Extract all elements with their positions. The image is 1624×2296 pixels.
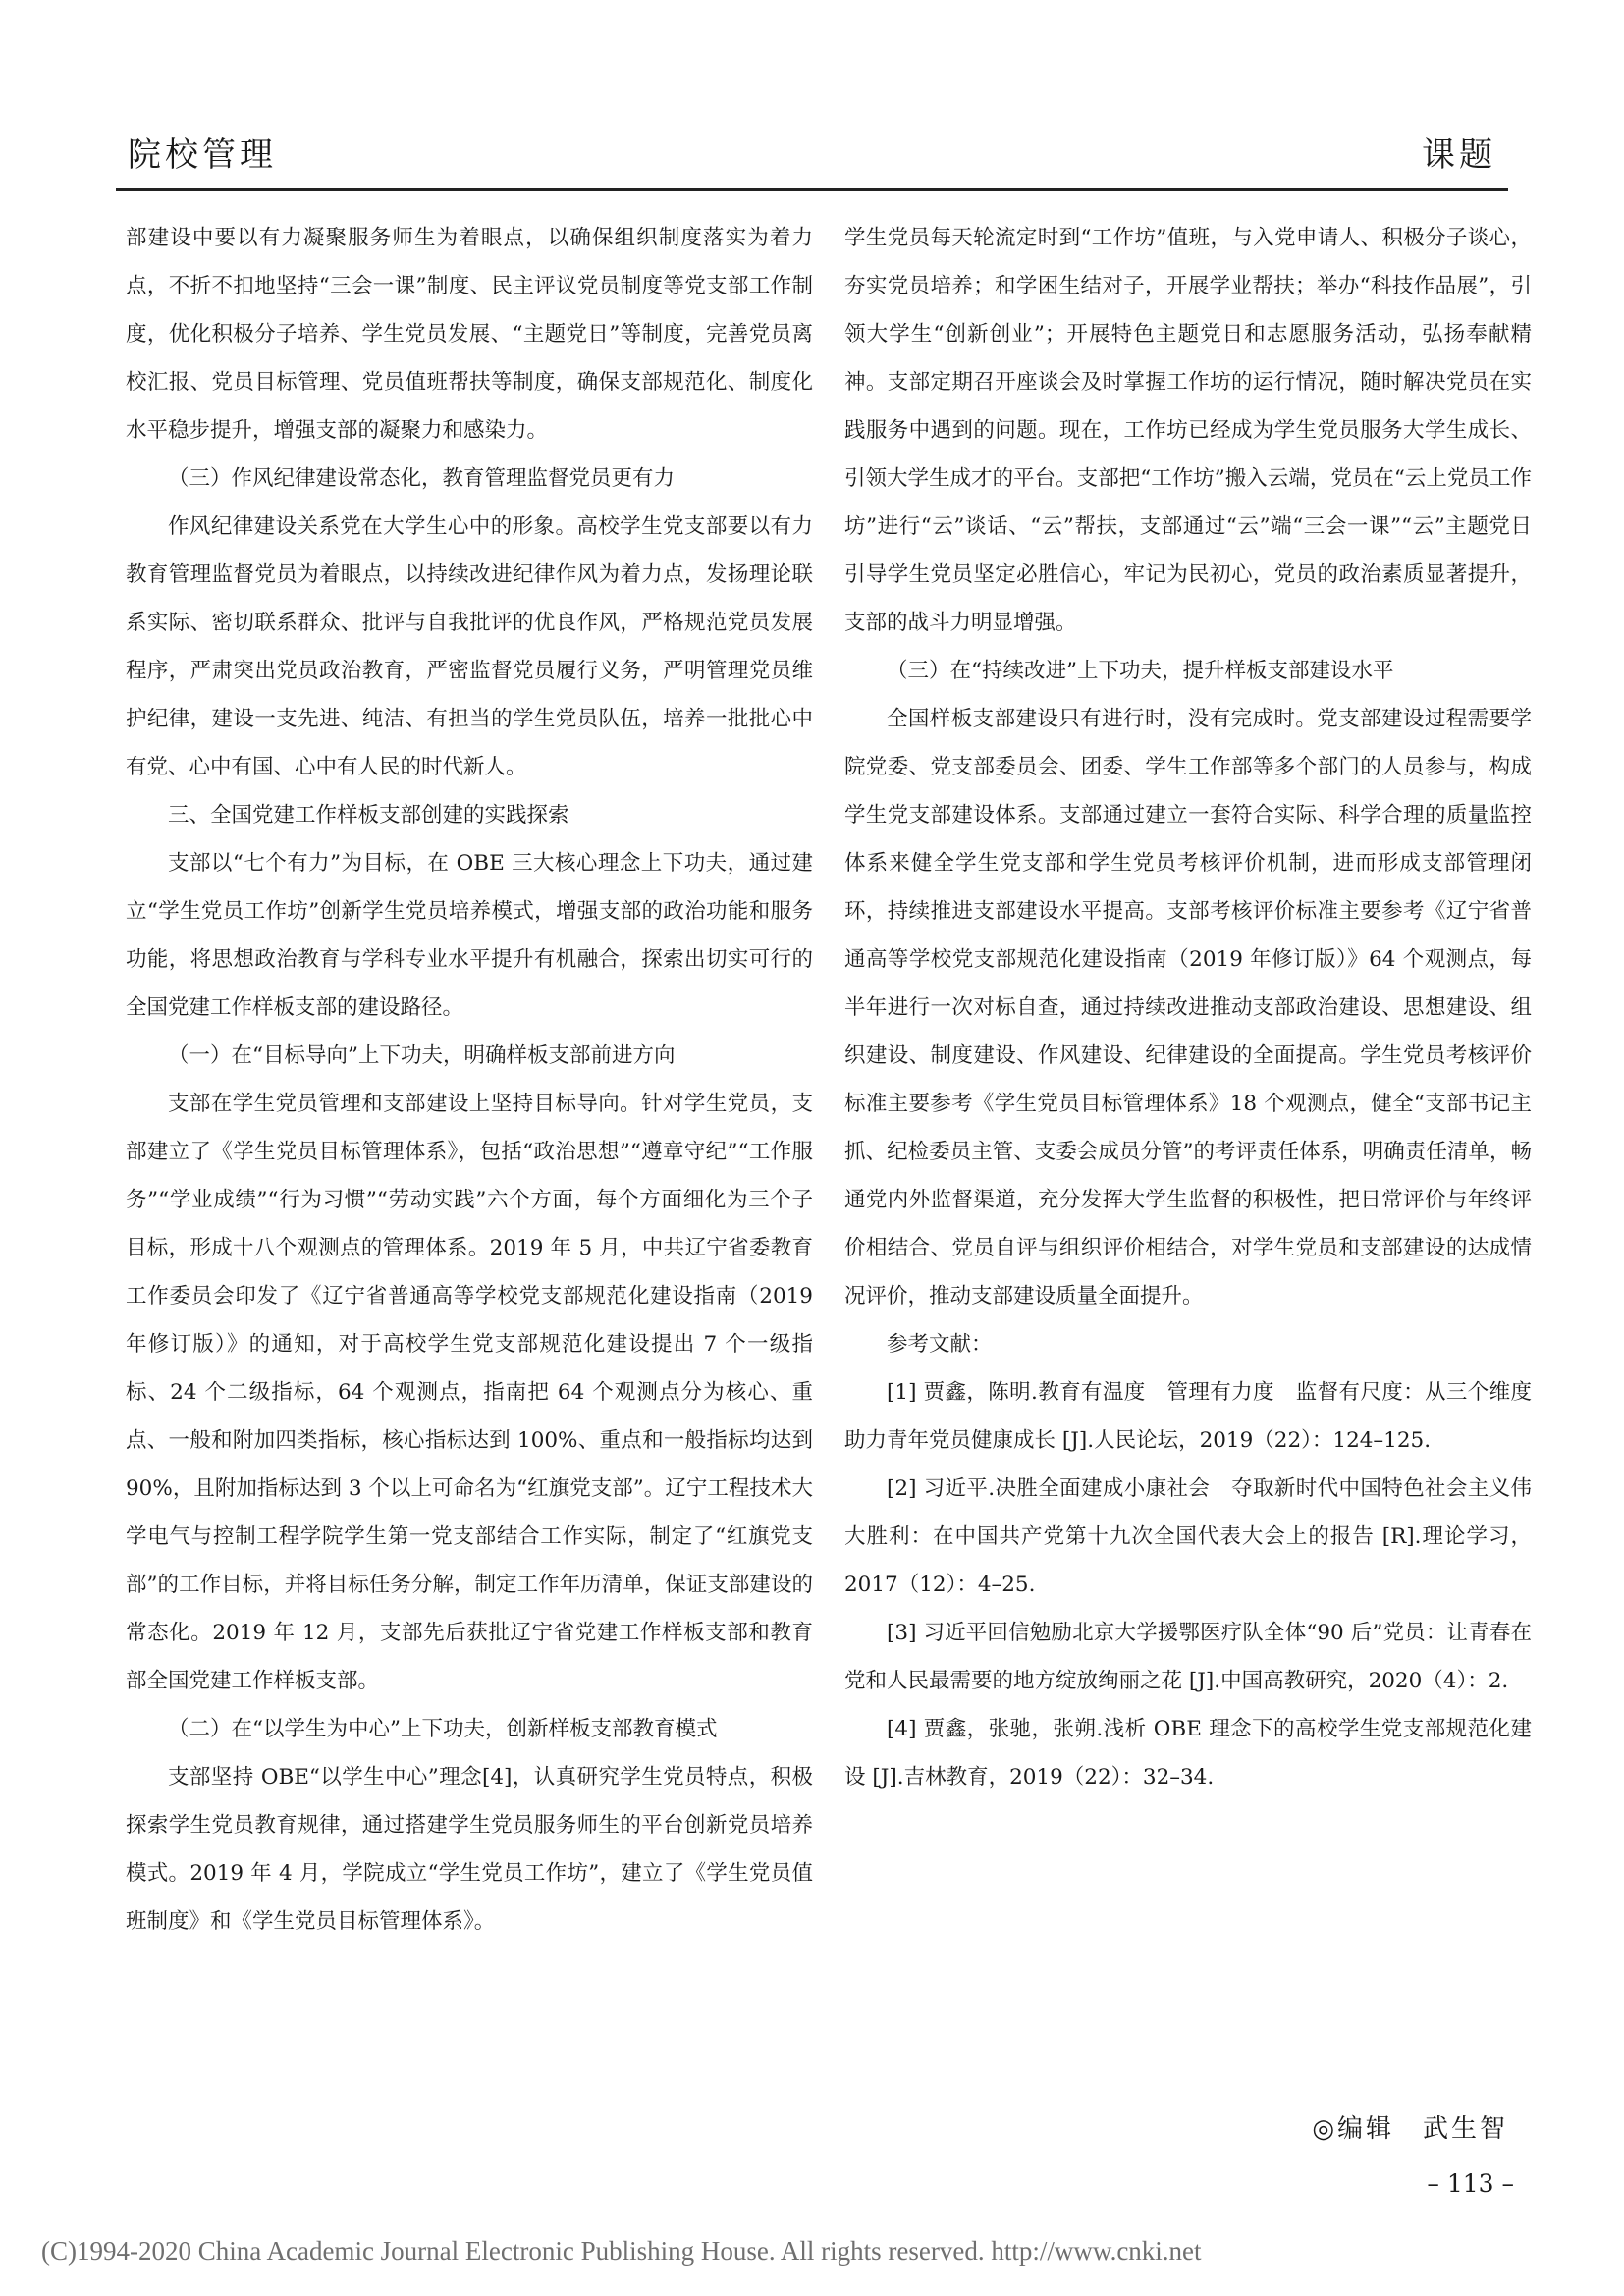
- copyright-notice: (C)1994-2020 China Academic Journal Electronic Publishing House. All rights reserved. http://www.cnki.net: [41, 2236, 1202, 2266]
- page-number: – 113 –: [1427, 2169, 1514, 2198]
- reference-entry: [2] 习近平.决胜全面建成小康社会 夺取新时代中国特色社会主义伟大胜利：在中国共产党第十九次全国代表大会上的报告 [R].理论学习，2017（12）：4–25.: [844, 1476, 1532, 1597]
- body-paragraph: 作风纪律建设关系党在大学生心中的形象。高校学生党支部要以有力教育管理监督党员为着眼点，以持续改进纪律作风为着力点，发扬理论联系实际、密切联系群众、批评与自我批评的优良作风，严格规范党员发展程序，严肃突出党员政治教育，严密监督党员履行义务，严明管理党员维护纪律，建设一支先进、纯洁、有担当的学生党员队伍，培养一批批心中有党、心中有国、心中有人民的时代新人。: [126, 514, 813, 779]
- editor-credit: ◎编辑 武生智: [1312, 2114, 1508, 2144]
- body-paragraph: 支部以“七个有力”为目标，在 OBE 三大核心理念上下功夫，通过建立“学生党员工作坊”创新学生党员培养模式，增强支部的政治功能和服务功能，将思想政治教育与学科专业水平提升有机融合，探索出切实可行的全国党建工作样板支部的建设路径。: [126, 851, 813, 1020]
- section-heading: （三）作风纪律建设常态化，教育管理监督党员更有力: [168, 466, 676, 491]
- right-text-column: [844, 214, 1532, 1801]
- left-text-column: [126, 214, 813, 1946]
- section-heading: 参考文献：: [887, 1332, 993, 1357]
- body-paragraph: 支部在学生党员管理和支部建设上坚持目标导向。针对学生党员，支部建立了《学生党员目标管理体系》，包括“政治思想”“遵章守纪”“工作服务”“学业成绩”“行为习惯”“劳动实践”六个方面，每个方面细化为三个子目标，形成十八个观测点的管理体系。2019 年 5 月，中共辽宁省委教育工作委员会印发了《辽宁省普通高等学校党支部规范化建设指南（2019 年修订版）》的通知，对于高校学生党支部规范化建设提出 7 个一级指标、24 个二级指标，64 个观测点，指南把 64 个观测点分为核心、重点、一般和附加四类指标，核心指标达到 100%、重点和一般指标均达到 90%，且附加指标达到 3 个以上可命名为“红旗党支部”。辽宁工程技术大学电气与控制工程学院学生第一党支部结合工作实际，制定了“红旗党支部”的工作目标，并将目标任务分解，制定工作年历清单，保证支部建设的常态化。2019 年 12 月，支部先后获批辽宁省党建工作样板支部和教育部全国党建工作样板支部。: [126, 1092, 813, 1693]
- body-paragraph: 全国样板支部建设只有进行时，没有完成时。党支部建设过程需要学院党委、党支部委员会、团委、学生工作部等多个部门的人员参与，构成学生党支部建设体系。支部通过建立一套符合实际、科学合理的质量监控体系来健全学生党支部和学生党员考核评价机制，进而形成支部管理闭环，持续推进支部建设水平提高。支部考核评价标准主要参考《辽宁省普通高等学校党支部规范化建设指南（2019 年修订版）》64 个观测点，每半年进行一次对标自查，通过持续改进推动支部政治建设、思想建设、组织建设、制度建设、作风建设、纪律建设的全面提高。学生党员考核评价标准主要参考《学生党员目标管理体系》18 个观测点，健全“支部书记主抓、纪检委员主管、支委会成员分管”的考评责任体系，明确责任清单，畅通党内外监督渠道，充分发挥大学生监督的积极性，把日常评价与年终评价相结合、党员自评与组织评价相结合，对学生党员和支部建设的达成情况评价，推动支部建设质量全面提升。: [844, 707, 1532, 1308]
- header-divider: [116, 188, 1508, 191]
- reference-entry: [4] 贾鑫，张驰，张朔.浅析 OBE 理念下的高校学生党支部规范化建设 [J].吉林教育，2019（22）：32–34.: [844, 1717, 1532, 1789]
- body-paragraph: 学生党员每天轮流定时到“工作坊”值班，与入党申请人、积极分子谈心，夯实党员培养；和学困生结对子，开展学业帮扶；举办“科技作品展”，引领大学生“创新创业”；开展特色主题党日和志愿服务活动，弘扬奉献精神。支部定期召开座谈会及时掌握工作坊的运行情况，随时解决党员在实践服务中遇到的问题。现在，工作坊已经成为学生党员服务大学生成长、引领大学生成才的平台。支部把“工作坊”搬入云端，党员在“云上党员工作坊”进行“云”谈话、“云”帮扶，支部通过“云”端“三会一课”“云”主题党日引导学生党员坚定必胜信心，牢记为民初心，党员的政治素质显著提升，支部的战斗力明显增强。: [844, 226, 1532, 635]
- reference-entry: [1] 贾鑫，陈明.教育有温度 管理有力度 监督有尺度：从三个维度助力青年党员健康成长 [J].人民论坛，2019（22）：124–125.: [844, 1380, 1532, 1453]
- column-category-title: 课题: [1422, 135, 1496, 175]
- journal-section-title: 院校管理: [128, 135, 277, 175]
- section-heading: （二）在“以学生为中心”上下功夫，创新样板支部教育模式: [168, 1717, 718, 1741]
- body-paragraph: 部建设中要以有力凝聚服务师生为着眼点，以确保组织制度落实为着力点，不折不扣地坚持“三会一课”制度、民主评议党员制度等党支部工作制度，优化积极分子培养、学生党员发展、“主题党日”等制度，完善党员离校汇报、党员目标管理、党员值班帮扶等制度，确保支部规范化、制度化水平稳步提升，增强支部的凝聚力和感染力。: [126, 226, 813, 443]
- section-heading: 三、全国党建工作样板支部创建的实践探索: [168, 803, 569, 828]
- section-heading: （一）在“目标导向”上下功夫，明确样板支部前进方向: [168, 1043, 676, 1068]
- reference-entry: [3] 习近平回信勉励北京大学援鄂医疗队全体“90 后”党员：让青春在党和人民最需要的地方绽放绚丽之花 [J].中国高教研究，2020（4）：2.: [844, 1621, 1532, 1693]
- section-heading: （三）在“持续改进”上下功夫，提升样板支部建设水平: [887, 659, 1394, 683]
- body-paragraph: 支部坚持 OBE“以学生中心”理念[4]，认真研究学生党员特点，积极探索学生党员教育规律，通过搭建学生党员服务师生的平台创新党员培养模式。2019 年 4 月，学院成立“学生党员工作坊”，建立了《学生党员值班制度》和《学生党员目标管理体系》。: [126, 1765, 813, 1934]
